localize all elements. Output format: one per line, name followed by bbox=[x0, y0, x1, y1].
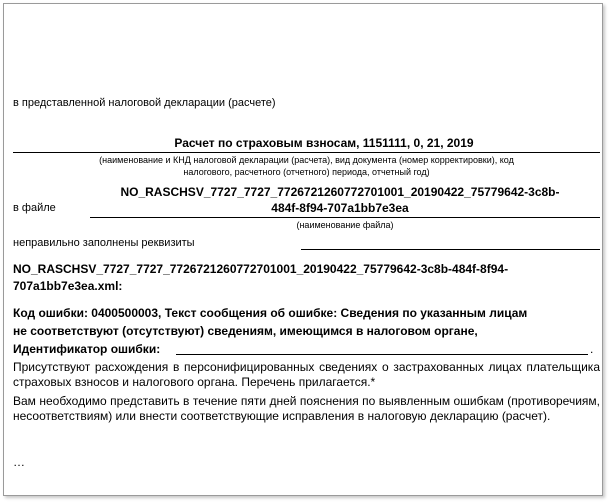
file-caption: (наименование файла) bbox=[296, 220, 394, 230]
document-page bbox=[3, 3, 603, 496]
declaration-caption-line1: (наименование и КНД налоговой декларации (расчета), вид документа (номер корректировки), код bbox=[99, 155, 514, 165]
declaration-underline bbox=[13, 152, 600, 153]
paragraph-instructions: Вам необходимо представить в течение пяти дней пояснения по выявленным ошибкам (противоречиям, несоответствиям) или внести соответствующие исправления в налоговую декларацию (расчет). bbox=[13, 394, 600, 423]
error-end-dot: . bbox=[590, 342, 594, 356]
requisites-file-line2: 707a1bb7e3ea.xml: bbox=[13, 279, 123, 293]
file-name-line2: 484f-8f94-707a1bb7e3ea bbox=[271, 201, 409, 215]
error-line2: не соответствуют (отсутствуют) сведениям, имеющимся в налоговом органе, bbox=[13, 324, 478, 338]
requisites-underline bbox=[301, 249, 600, 250]
error-line1: Код ошибки: 0400500003, Текст сообщения об ошибке: Сведения по указанным лицам bbox=[13, 306, 528, 320]
ellipsis: … bbox=[13, 455, 25, 469]
file-name-line1: NO_RASCHSV_7727_7727_7726721260772701001_20190422_75779642-3c8b- bbox=[120, 185, 560, 199]
error-id-label: Идентификатор ошибки: bbox=[13, 342, 161, 356]
file-underline bbox=[90, 217, 600, 218]
requisites-label: неправильно заполнены реквизиты bbox=[13, 237, 195, 249]
intro-text: в представленной налоговой декларации (расчете) bbox=[13, 97, 276, 109]
declaration-caption-line2: налогового, расчетного (отчетного) периода, отчетный год) bbox=[183, 167, 430, 177]
error-id-underline bbox=[176, 354, 588, 355]
declaration-title: Расчет по страховым взносам, 1151111, 0, 21, 2019 bbox=[174, 136, 474, 150]
requisites-file-line1: NO_RASCHSV_7727_7727_7726721260772701001_20190422_75779642-3c8b-484f-8f94- bbox=[13, 262, 509, 276]
file-label: в файле bbox=[13, 202, 56, 214]
paragraph-discrepancies: Присутствуют расхождения в персонифицированных сведениях о застрахованных лицах плательщика страховых взносов и налогового органа. Перечень прилагается.* bbox=[13, 360, 600, 389]
